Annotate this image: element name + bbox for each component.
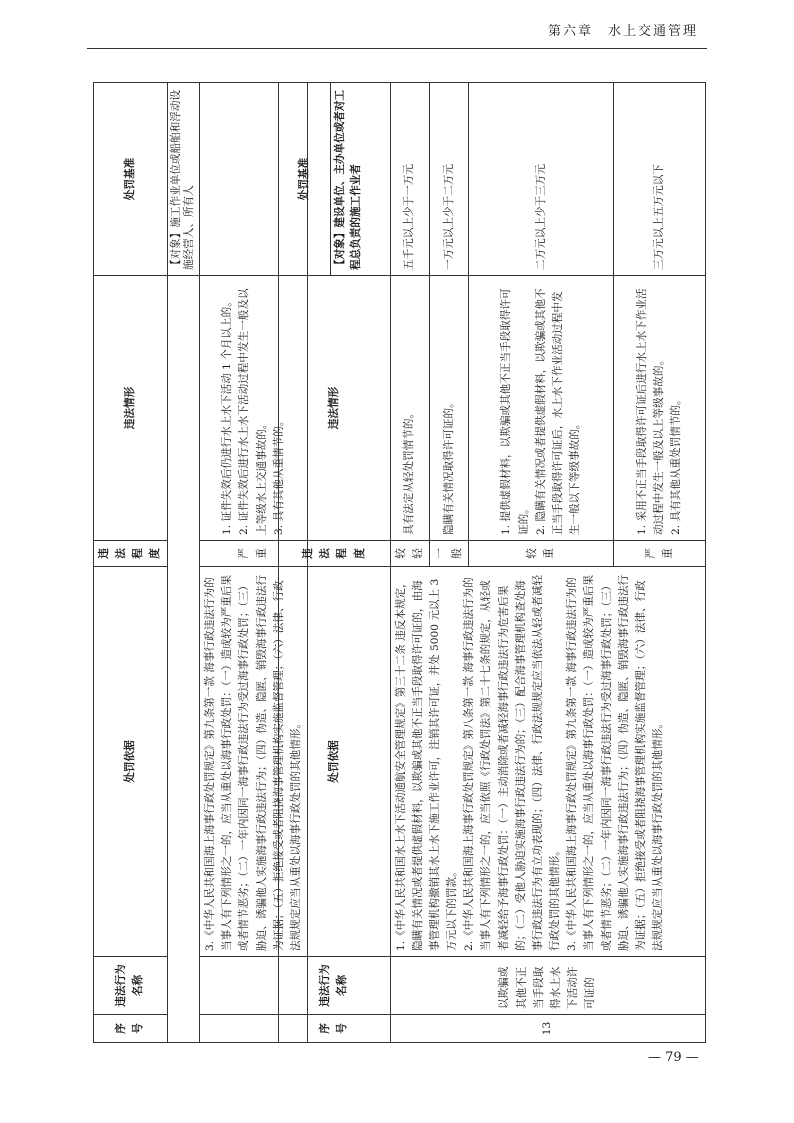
col-standard [94,83,168,276]
degree-cell: 较轻 [390,541,429,567]
col-standard: 处罚基准 [279,83,331,276]
penalty-cell: 三万元以上五万元以下 [614,83,706,276]
violation-name: 以欺骗或其他不正当手段取得水上水下活动许可证的 [390,957,705,1015]
page-number: — 79 — [648,1050,699,1065]
circumstance-item: 1. 提供虚假材料，以欺骗或其他不正当手段取得许可证的。 [500,288,530,535]
basis-cell: 3.《中华人民共和国海上海事行政处罚规定》第九条第一款 海事行政违法行为的当事人有下列情形之一的，应当从重处以海事行政处罚：（一）造成较为严重后果或者情节恶劣；（二）一年内因同一海事行政违法行为受过海事行政处罚；（三）胁迫、诱骗他人实施海事行政违法行为；（四）伪造、隐匿、销毁海事行政违法行为证据；（五）拒绝接受或者阻挠海事管理机构实施监督管理；（六）法律、行政法规规定应当从重处以海事行政处罚的其他情形。 [200,567,308,957]
degree-cell: 严重 [614,541,706,567]
standard-title: 处罚基准 [123,157,136,201]
circumstance-item: 2. 隐瞒有关情况或者提供虚假材料，以欺骗或其他不正当手段取得许可证后，水上水下作业活动过程中发生一般以下等级事故的。 [534,288,582,535]
circumstance-item: 3. 具有其他从重情节的。 [272,415,285,535]
table-a [93,82,308,1043]
col-degree: 违法程度 [94,541,168,567]
circumstance-item: 2. 具有其他从重处罚情节的。 [670,394,683,535]
circumstances-cell [614,276,706,541]
col-circumstances: 违法情形 [94,276,168,541]
basis-cell [390,567,705,957]
table-b [278,82,706,1043]
col-violation-name: 违法行为名称 [94,957,168,1015]
basis-item: 2.《中华人民共和国海上海事行政处罚规定》第八条第一款 海事行政违法行为的当事人有下列情形之一的，应当依照《行政处罚法》第二十七条的规定，从轻或者减轻给予海事行政处罚：（一）主动消除或者减轻海事行政违法行为危害后果的；（二）受他人胁迫实施海事行政违法行为的；（三）配合海事管理机构查处海事行政违法行为有立功表现的；（四）法律、行政法规规定应当依法从轻或者减轻行政处罚的其他情形。 [463,574,562,951]
table-a-rotated [93,83,302,1043]
degree-cell: 较重 [469,541,614,567]
col-circumstances: 违法情形 [279,276,391,541]
col-violation-name: 违法行为名称 [279,957,391,1015]
penalty-cell: 一万元以上少于二万元 [430,83,469,276]
circumstances-cell [469,276,614,541]
penalty-target: 【对象】施工作业单位或船舶和浮动设施经营人、所有人 [167,83,200,276]
col-basis: 处罚依据 [94,567,168,957]
circumstance-item: 1. 证件失效后仍进行水上水下活动 1 个月以上的。 [221,296,234,535]
penalty-cell: 二万元以上少于三万元 [469,83,614,276]
degree-cell: 一般 [430,541,469,567]
col-degree: 违法程度 [279,541,391,567]
penalty-target: 【对象】建设单位、主办单位或者对工程总负责的施工作业者 [331,83,391,276]
circumstances-cell: 具有法定从轻处罚情节的。 [390,276,429,541]
table-b-rotated [278,83,706,1043]
basis-item: 3.《中华人民共和国海上海事行政处罚规定》第九条第一款 海事行政违法行为的当事人有下列情形之一的，应当从重处以海事行政处罚：（一）造成较为严重后果或者情节恶劣；（二）一年内因同一海事行政违法行为受过海事行政处罚；（三）胁迫、诱骗他人实施海事行政违法行为；（四）伪造、隐匿、销毁海事行政违法行为证据；（五）拒绝接受或者阻挠海事管理机构实施监督管理；（六）法律、行政法规规定应当从重处以海事行政处罚的其他情形。 [566,574,665,951]
degree-cell: 严重 [200,541,308,567]
circumstance-item: 2. 证件失效后进行水上水下活动过程中发生一般及以上等级水上交通事故的。 [238,288,268,535]
circumstance-item: 1. 采用不正当手段取得许可证后进行水上水下作业活动过程中发生一般及以上等级事故的。 [635,288,666,535]
basis-item: 1.《中华人民共和国水上水下活动通航安全管理规定》第三十二条 违反本规定，隐瞒有关情况或者提供虚假材料，以欺骗或其他不正当手段取得许可证的，由海事管理机构撤销其水上水下施工作业许可，注销其许可证，并处 5000 元以上 3 万元以下的罚款。 [394,577,459,951]
row-number: 13 [390,1015,705,1043]
col-basis: 处罚依据 [279,567,391,957]
circumstances-cell: 隐瞒有关情况取得许可证的。 [430,276,469,541]
col-seq: 序号 [94,1015,168,1043]
header-rule [87,48,707,49]
penalty-cell: 五千元以上少于一万元 [390,83,429,276]
col-seq: 序号 [279,1015,391,1043]
running-header: 第六章 水上交通管理 [547,24,698,39]
